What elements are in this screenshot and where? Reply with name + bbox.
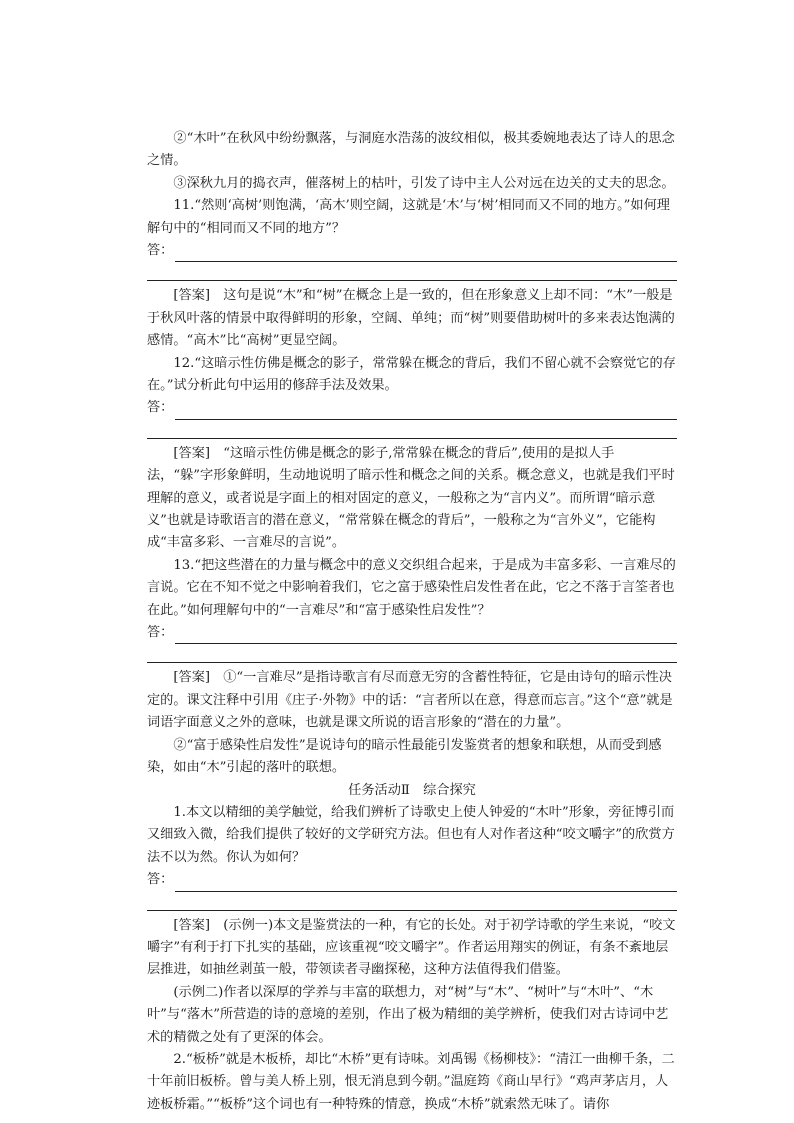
paragraph bbox=[147, 1049, 677, 1116]
paragraph-text: 2.“板桥”就是木板桥，却比“木桥”更有诗味。刘禹锡《杨柳枝》：“清江一曲柳千条，二十年前旧板桥。曾与美人桥上别，恨无消息到今朝。”温庭筠《商山早行》“鸡声茅店月，人迹板桥霜。”“板桥”这个词也有一种特殊的情意，换成“木桥”就索然无味了。请你 bbox=[147, 1051, 675, 1112]
paragraph bbox=[147, 353, 677, 398]
paragraph-text: ③深秋九月的捣衣声，催落树上的枯叶，引发了诗中主人公对远在边关的丈夫的思念。 bbox=[173, 175, 675, 191]
answer-paragraph bbox=[147, 915, 677, 982]
answer-tag: [答案] bbox=[173, 288, 211, 304]
answer-underline[interactable] bbox=[175, 404, 677, 420]
paragraph-text: “这暗示性仿佛是概念的影子,常常躲在概念的背后”,使用的是拟人手法，“躲”字形象鲜明，生动地说明了暗示性和概念之间的关系。概念意义，也就是我们平时理解的意义，或者说是字面上的相对固定的意义，一般称之为“言内义”。而所谓“暗示意义”也就是诗歌语言的潜在意义，“常常躲在概念的背后”，一般称之为“言外义”，它能构成“丰富多彩、一言难尽的言说”。 bbox=[147, 445, 675, 551]
paragraph-text: ②“木叶”在秋风中纷纷飘落，与洞庭水浩荡的波纹相似，极其委婉地表达了诗人的思念之情。 bbox=[147, 131, 675, 169]
paragraph-text: 13.“把这些潜在的力量与概念中的意义交织组合起来，于是成为丰富多彩、一言难尽的言说。它在不知不觉之中影响着我们，它之富于感染性启发性者在此，它之不落于言筌者也在此。”如何理解句中的“一言难尽”和“富于感染性启发性”？ bbox=[147, 557, 676, 618]
paragraph bbox=[147, 735, 677, 780]
answer-field[interactable] bbox=[147, 622, 677, 644]
answer-underline[interactable] bbox=[175, 876, 677, 892]
paragraph-text: (示例一)本文是鉴赏法的一种，有它的长处。对于初学诗歌的学生来说，“咬文嚼字”有利于打下扎实的基础，应该重视“咬文嚼字”。作者运用翔实的例证，有条不紊地层层推进，如抽丝剥茧一般，带领读者寻幽探秘，这种方法值得我们借鉴。 bbox=[147, 917, 676, 978]
answer-underline[interactable] bbox=[175, 246, 677, 262]
answer-paragraph bbox=[147, 443, 677, 555]
answer-field[interactable] bbox=[147, 397, 677, 419]
answer-underline-2[interactable] bbox=[147, 892, 677, 911]
paragraph bbox=[147, 128, 677, 173]
answer-underline[interactable] bbox=[175, 628, 677, 644]
paragraph bbox=[147, 555, 677, 622]
paragraph-text: ②“富于感染性启发性”是说诗句的暗示性最能引发鉴赏者的想象和联想，从而受到感染，如由“木”引起的落叶的联想。 bbox=[147, 737, 662, 776]
answer-field[interactable] bbox=[147, 869, 677, 891]
answer-field[interactable] bbox=[147, 240, 677, 262]
paragraph-text: ①“一言难尽”是指诗歌言有尽而意无穷的含蓄性特征，它是由诗句的暗示性决定的。课文注释中引用《庄子·外物》中的话：“言者所以在意，得意而忘言。”这个“意”就是词语字面意义之外的意味，也就是课文所说的语言形象的“潜在的力量”。 bbox=[147, 670, 673, 731]
answer-underline-2[interactable] bbox=[147, 644, 677, 663]
answer-tag: [答案] bbox=[173, 670, 211, 686]
answer-label: 答： bbox=[147, 400, 174, 416]
answer-label: 答： bbox=[147, 243, 174, 259]
answer-tag: [答案] bbox=[173, 917, 211, 933]
document-page bbox=[147, 128, 677, 1116]
paragraph bbox=[147, 802, 677, 869]
paragraph bbox=[147, 173, 677, 195]
answer-tag: [答案] bbox=[173, 445, 211, 461]
paragraph-text: 12.“这暗示性仿佛是概念的影子，常常躲在概念的背后，我们不留心就不会察觉它的存在。”试分析此句中运用的修辞手法及效果。 bbox=[147, 355, 676, 394]
paragraph bbox=[147, 195, 677, 240]
section-title: 任务活动Ⅱ 综合探究 bbox=[348, 782, 476, 798]
paragraph-text: 1.本文以精细的美学触觉，给我们辨析了诗歌史上使人钟爱的“木叶”形象，旁征博引而又细致入微，给我们提供了较好的文学研究方法。但也有人对作者这种“咬文嚼字”的欣赏方法不以为然。你认为如何？ bbox=[147, 804, 675, 865]
paragraph-text: 11.“然则‘高树’则饱满，‘高木’则空阔，这就是‘木’与‘树’相同而又不同的地方。”如何理解句中的“相同而又不同的地方”？ bbox=[147, 198, 670, 236]
answer-underline-2[interactable] bbox=[147, 262, 677, 281]
answer-underline-2[interactable] bbox=[147, 420, 677, 439]
answer-label: 答： bbox=[147, 625, 174, 641]
answer-paragraph bbox=[147, 667, 677, 734]
paragraph-text: 这句是说“木”和“树”在概念上是一致的，但在形象意义上却不同：“木”一般是于秋风叶落的情景中取得鲜明的形象，空阔、单纯；而“树”则要借助树叶的多来表达饱满的感情。“高木”比“高树”更显空阔。 bbox=[147, 288, 675, 349]
answer-paragraph bbox=[147, 285, 677, 352]
paragraph bbox=[147, 982, 677, 1049]
paragraph-text: (示例二)作者以深厚的学养与丰富的联想力，对“树”与“木”、“树叶”与“木叶”、“木叶”与“落木”所营造的诗的意境的差别，作出了极为精细的美学辨析，使我们对古诗词中艺术的精微之处有了更深的体会。 bbox=[147, 984, 669, 1045]
answer-label: 答： bbox=[147, 872, 174, 888]
